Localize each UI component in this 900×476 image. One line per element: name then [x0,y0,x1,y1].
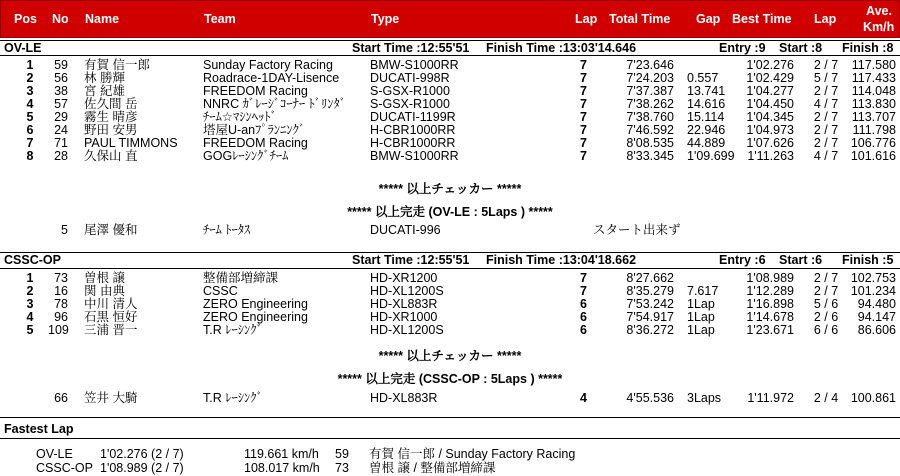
result-type: DUCATI-998R [370,71,450,85]
result-pos: 3 [26,297,34,311]
result-best: 1'16.898 [746,297,794,311]
col-best-time: Best Time [732,12,792,26]
result-name: 有賀 信一郎 [84,58,150,72]
entry-count: Entry :9 [719,41,766,55]
result-gap: 0.557 [687,71,719,85]
result-type: BMW-S1000RR [370,149,459,163]
result-team: T.R ﾚｰｼﾝｸﾞ [203,323,263,337]
result-best-lap: 2 / 7 [813,58,839,72]
start-time: Start Time :12:55'51 [352,41,470,55]
result-best: 1'02.276 [746,58,794,72]
dnf-ave: 100.861 [850,391,896,405]
result-type: HD-XL1200S [370,323,444,337]
result-best-lap: 2 / 7 [813,284,839,298]
result-pos: 4 [26,310,34,324]
result-best: 1'04.345 [746,110,794,124]
fastest-rider: 曽根 譲 / 整備部増締課 [369,461,496,475]
result-lap: 7 [580,97,587,111]
dnf-best: 1'11.972 [747,391,794,405]
result-ave: 86.606 [857,323,896,337]
col-kmh: Km/h [863,20,895,34]
dns-team: ﾁｰﾑ ﾄｰﾀｽ [203,223,251,237]
result-lap: 7 [580,84,587,98]
result-total: 7'24.203 [626,71,674,85]
col-no: No [52,12,69,26]
class-name: CSSC-OP [4,253,61,267]
result-best-lap: 2 / 7 [813,136,839,150]
start-count: Start :6 [779,253,823,267]
result-type: HD-XL883R [370,297,438,311]
result-best: 1'04.450 [746,97,794,111]
result-best: 1'12.289 [746,284,794,298]
result-gap: 1Lap [687,297,715,311]
result-ave: 101.234 [850,284,896,298]
finish-count: Finish :8 [842,41,894,55]
col-team: Team [204,12,236,26]
result-ave: 113.707 [851,110,896,124]
finish-time: Finish Time :13:04'18.662 [486,253,637,267]
result-no: 16 [54,284,68,298]
dns-name: 尾澤 優和 [84,223,138,237]
result-no: 28 [54,149,68,163]
result-best: 1'14.678 [746,310,794,324]
result-gap: 1Lap [687,310,715,324]
result-total: 8'27.662 [626,271,674,285]
fastest-no: 73 [335,461,349,475]
start-time: Start Time :12:55'51 [352,253,470,267]
result-best: 1'04.277 [746,84,794,98]
fastest-row [0,462,900,475]
start-count: Start :8 [779,41,823,55]
result-team: FREEDOM Racing [203,84,308,98]
fastest-no: 59 [335,447,349,461]
result-pos: 3 [26,84,34,98]
result-total: 7'53.242 [626,297,674,311]
result-ave: 94.147 [857,310,896,324]
dnf-no: 66 [54,391,68,405]
dnf-lap: 4 [580,391,587,405]
result-best: 1'07.626 [746,136,794,150]
finish-time: Finish Time :13:03'14.646 [486,41,637,55]
dnf-type: HD-XL883R [370,391,438,405]
result-gap: 7.617 [687,284,719,298]
col-best-lap: Lap [814,12,837,26]
result-total: 8'08.535 [626,136,674,150]
result-gap: 22.946 [687,123,726,137]
col-ave: Ave. [866,4,892,18]
result-ave: 117.433 [851,71,896,85]
result-no: 59 [54,58,68,72]
results-header [0,0,900,38]
result-gap: 15.114 [687,110,725,124]
result-best: 1'02.429 [746,71,794,85]
fastest-time: 1'08.989 (2 / 7) [100,461,184,475]
result-lap: 7 [580,136,587,150]
result-row [0,150,900,163]
col-type: Type [371,12,400,26]
result-team: Sunday Factory Racing [203,58,333,72]
dnf-team: T.R ﾚｰｼﾝｸﾞ [203,391,263,405]
result-type: H-CBR1000RR [370,123,456,137]
result-pos: 5 [26,110,34,124]
checker-note: ***** 以上チェッカー ***** [378,349,522,363]
result-row [0,324,900,337]
result-name: 佐久間 岳 [84,97,138,111]
dnf-gap: 3Laps [687,391,722,405]
result-lap: 7 [580,110,587,124]
result-no: 73 [54,271,68,285]
fastest-speed: 108.017 km/h [244,461,320,475]
result-name: 霧生 晴彦 [84,110,138,124]
result-lap: 7 [580,71,587,85]
result-pos: 5 [26,323,34,337]
result-total: 7'38.760 [626,110,674,124]
fastest-speed: 119.661 km/h [244,447,319,461]
result-ave: 113.830 [851,97,896,111]
result-ave: 106.776 [850,136,896,150]
result-pos: 2 [26,71,34,85]
result-total: 8'33.345 [626,149,674,163]
result-name: 久保山 直 [84,149,138,163]
result-best: 1'11.263 [747,149,794,163]
result-pos: 1 [26,58,34,72]
result-best-lap: 2 / 7 [813,271,839,285]
result-team: GOGﾚｰｼﾝｸﾞﾁｰﾑ [203,149,289,163]
dnf-best-lap: 2 / 4 [813,391,839,405]
result-team: NNRC ｶﾞﾚｰｼﾞｺｰﾅｰ ﾄﾞﾘﾝﾀﾞ [203,97,347,111]
result-pos: 4 [26,97,34,111]
result-no: 56 [54,71,68,85]
result-gap: 1'09.699 [687,149,735,163]
result-team: 塔屋U-anﾌﾟﾗﾝﾆﾝｸﾞ [203,123,306,137]
result-name: 宮 紀雄 [84,84,125,98]
result-gap: 14.616 [687,97,726,111]
result-team: FREEDOM Racing [203,136,308,150]
dns-note: スタート出来ず [593,223,681,237]
dns-row [0,224,900,237]
result-best-lap: 4 / 7 [813,97,839,111]
result-pos: 7 [26,136,34,150]
result-type: HD-XL1200S [370,284,444,298]
result-gap: 44.889 [687,136,726,150]
dns-no: 5 [61,223,68,237]
result-no: 57 [54,97,68,111]
fastest-row [0,448,900,461]
result-best-lap: 2 / 7 [813,123,839,137]
class-name: OV-LE [4,41,42,55]
col-pos: Pos [14,12,37,26]
result-pos: 6 [26,123,34,137]
col-lap: Lap [575,12,598,26]
result-pos: 1 [26,271,34,285]
entry-count: Entry :6 [719,253,766,267]
result-lap: 7 [580,149,587,163]
result-ave: 114.048 [851,84,896,98]
complete-note: ***** 以上完走 (OV-LE : 5Laps ) ***** [347,205,553,219]
complete-note: ***** 以上完走 (CSSC-OP : 5Laps ) ***** [337,372,563,386]
col-name: Name [85,12,120,26]
result-no: 29 [54,110,68,124]
result-best-lap: 2 / 6 [813,310,839,324]
result-no: 109 [48,323,69,337]
result-pos: 2 [26,284,34,298]
result-team: ZERO Engineering [203,297,308,311]
result-best: 1'23.671 [746,323,794,337]
fastest-time: 1'02.276 (2 / 7) [100,447,184,461]
result-name: 林 勝輝 [84,71,125,85]
result-type: S-GSX-R1000 [370,84,450,98]
result-best-lap: 4 / 7 [813,149,839,163]
result-best-lap: 5 / 7 [813,71,839,85]
result-name: 石黒 恒好 [84,310,138,324]
result-name: 野田 安男 [84,123,138,137]
result-type: HD-XR1000 [370,310,438,324]
result-type: S-GSX-R1000 [370,97,450,111]
result-ave: 111.798 [852,123,896,137]
result-best: 1'08.989 [746,271,794,285]
result-type: H-CBR1000RR [370,136,456,150]
result-lap: 6 [580,310,587,324]
result-name: 三浦 晋一 [84,323,138,337]
result-total: 7'54.917 [626,310,674,324]
result-no: 71 [54,136,68,150]
col-total-time: Total Time [609,12,671,26]
fastest-class: OV-LE [36,447,73,461]
result-total: 7'23.646 [626,58,674,72]
result-team: ﾁｰﾑ☆ﾏｼﾝﾍｯﾄﾞ [203,110,277,124]
result-team: ZERO Engineering [203,310,308,324]
section-header-cssc [0,253,900,267]
result-team: CSSC [203,284,238,298]
result-lap: 6 [580,323,587,337]
result-best-lap: 2 / 7 [813,110,839,124]
dnf-name: 笠井 大騎 [84,391,138,405]
result-lap: 6 [580,297,587,311]
result-no: 38 [54,84,68,98]
result-type: DUCATI-1199R [370,110,456,124]
section-header-ovle [0,41,900,55]
result-best: 1'04.973 [746,123,794,137]
result-lap: 7 [580,284,587,298]
result-ave: 117.580 [851,58,896,72]
result-no: 96 [54,310,68,324]
result-gap: 1Lap [687,323,715,337]
result-gap: 13.741 [687,84,726,98]
result-type: HD-XR1200 [370,271,438,285]
result-ave: 94.480 [857,297,896,311]
finish-count: Finish :5 [842,253,894,267]
result-total: 7'37.387 [626,84,674,98]
fastest-class: CSSC-OP [36,461,93,475]
result-name: 曽根 譲 [84,271,125,285]
result-best-lap: 6 / 6 [813,323,839,337]
result-name: PAUL TIMMONS [84,136,178,150]
result-best-lap: 5 / 6 [813,297,839,311]
result-team: Roadrace-1DAY-Lisence [203,71,340,85]
fastest-lap-title [0,422,900,436]
result-no: 78 [54,297,68,311]
result-name: 中川 清人 [84,297,138,311]
checker-note: ***** 以上チェッカー ***** [378,182,522,196]
result-type: BMW-S1000RR [370,58,459,72]
result-lap: 7 [580,271,587,285]
result-total: 8'35.279 [626,284,674,298]
result-pos: 8 [26,149,34,163]
result-best-lap: 2 / 7 [813,84,839,98]
result-name: 関 由典 [84,284,125,298]
fastest-title-text: Fastest Lap [4,422,74,436]
result-ave: 102.753 [850,271,896,285]
dnf-row [0,392,900,405]
fastest-rider: 有賀 信一郎 / Sunday Factory Racing [369,447,576,461]
result-total: 7'46.592 [626,123,674,137]
dns-type: DUCATI-996 [370,223,441,237]
dnf-total: 4'55.536 [626,391,674,405]
result-no: 24 [54,123,68,137]
result-total: 7'38.262 [626,97,674,111]
result-lap: 7 [580,58,587,72]
col-gap: Gap [696,12,721,26]
result-team: 整備部増締課 [203,271,279,285]
result-total: 8'36.272 [626,323,674,337]
result-lap: 7 [580,123,587,137]
result-ave: 101.616 [850,149,896,163]
